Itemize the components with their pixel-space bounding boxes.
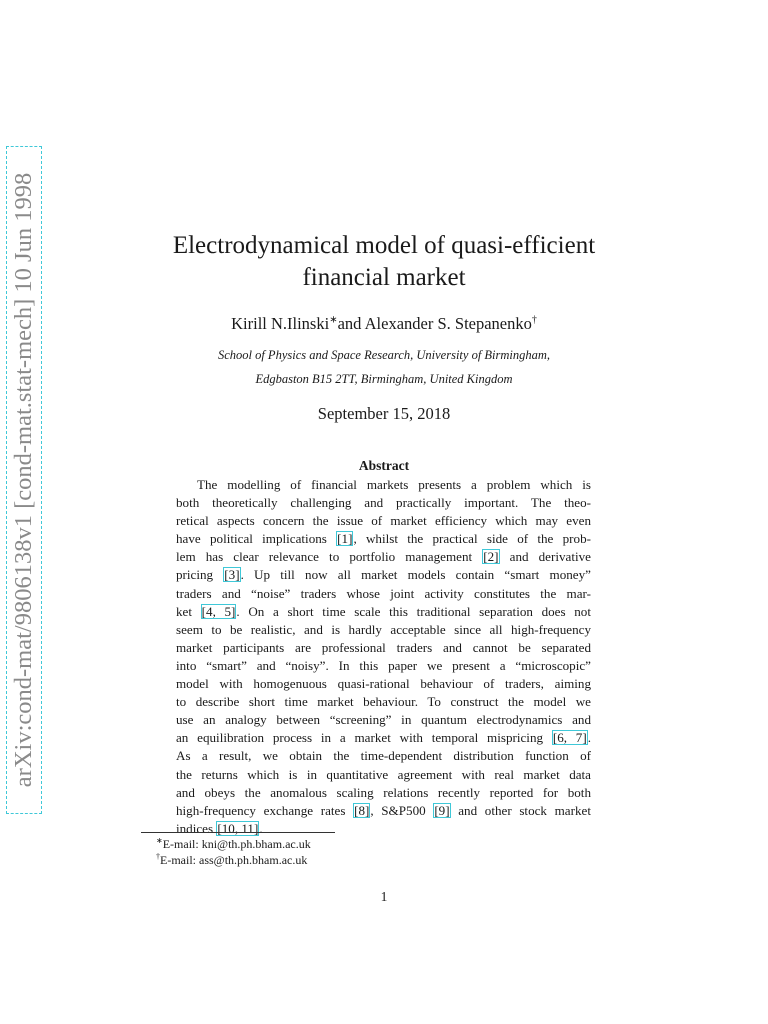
footnote-rule [141,832,335,833]
arxiv-stamp-text: arXiv:cond-mat/9806138v1 [cond-mat.stat-mech] 10 Jun 1998 [10,172,37,788]
abstract-line: seem to be realistic, and is hardly acceptable since all high-frequency [176,621,591,637]
footnote-1-mark: ∗ [156,836,163,845]
abstract-line: pricing [3]. Up till now all market models contain “smart money” [176,567,591,583]
author-1: Kirill N.Ilinski [231,314,330,333]
abstract-body [176,476,591,838]
author-2-footnote-mark[interactable]: † [531,314,537,326]
author-joiner: and Alexander S. Stepanenko [337,314,532,333]
abstract-heading: Abstract [358,458,410,473]
citation-link[interactable]: [3] [224,567,240,583]
abstract-line: to describe short time market behaviour. To construct the model we [176,694,591,710]
abstract-line: indices [10, 11]. [176,820,263,836]
authors [150,314,618,334]
abstract-line: As a result, we obtain the time-dependent distribution function of [176,748,591,764]
arxiv-stamp [6,146,42,814]
paper-title-line-2: financial market [302,264,466,291]
citation-link[interactable]: [1] [337,531,353,547]
abstract-line: market participants are professional traders and cannot be separated [176,639,591,655]
abstract-line: the returns which is in quantitative agreement with real market data [176,766,591,782]
abstract-line: have political implications [1], whilst the practical side of the prob- [176,531,591,547]
citation-link[interactable]: [2] [483,549,499,565]
abstract-line: an equilibration process in a market with temporal mispricing [6, 7]. [176,730,591,746]
abstract-line: into “smart” and “noisy”. In this paper we present a “microscopic” [176,657,591,673]
abstract-line: and obeys the anomalous scaling relations recently reported for both [176,784,591,800]
citation-link[interactable]: [10, 11] [217,820,259,836]
abstract-line: lem has clear relevance to portfolio management [2] and derivative [176,549,591,565]
author-1-footnote-mark[interactable]: ∗ [329,314,338,326]
affiliation-line-1: School of Physics and Space Research, University of Birmingham, [217,348,551,362]
abstract-line: model with homogenuous quasi-rational behaviour of traders, aiming [176,676,591,692]
abstract-line: The modelling of financial markets presents a problem which is [197,477,591,492]
footnote-2 [156,852,307,868]
abstract-line: retical aspects concern the issue of market efficiency which may even [176,513,591,529]
citation-link[interactable]: [4, 5] [201,603,236,619]
citation-link[interactable]: [6, 7] [552,730,587,746]
abstract-line: high-frequency exchange rates [8], S&P500 [9] and other stock market [176,802,591,818]
abstract-line: both theoretically challenging and practically important. The theo- [176,495,591,511]
footnote-2-mark: † [156,852,160,861]
abstract-line: ket [4, 5]. On a short time scale this traditional separation does not [176,603,591,619]
footnote-1-text: E-mail: kni@th.ph.bham.ac.uk [162,837,311,851]
paper-title-line-1: Electrodynamical model of quasi-efficient [172,232,596,259]
affiliation-line-2: Edgbaston B15 2TT, Birmingham, United Kingdom [255,372,513,386]
citation-link[interactable]: [8] [354,802,370,818]
footnote-1 [156,836,311,852]
citation-link[interactable]: [9] [434,802,450,818]
page-number: 1 [380,889,388,904]
paper-date: September 15, 2018 [317,404,451,423]
abstract-line: traders and “noise” traders whose joint activity constitutes the mar- [176,585,591,601]
footnote-2-text: E-mail: ass@th.ph.bham.ac.uk [160,853,308,867]
abstract-line: use an analogy between “screening” in quantum electrodynamics and [176,712,591,728]
